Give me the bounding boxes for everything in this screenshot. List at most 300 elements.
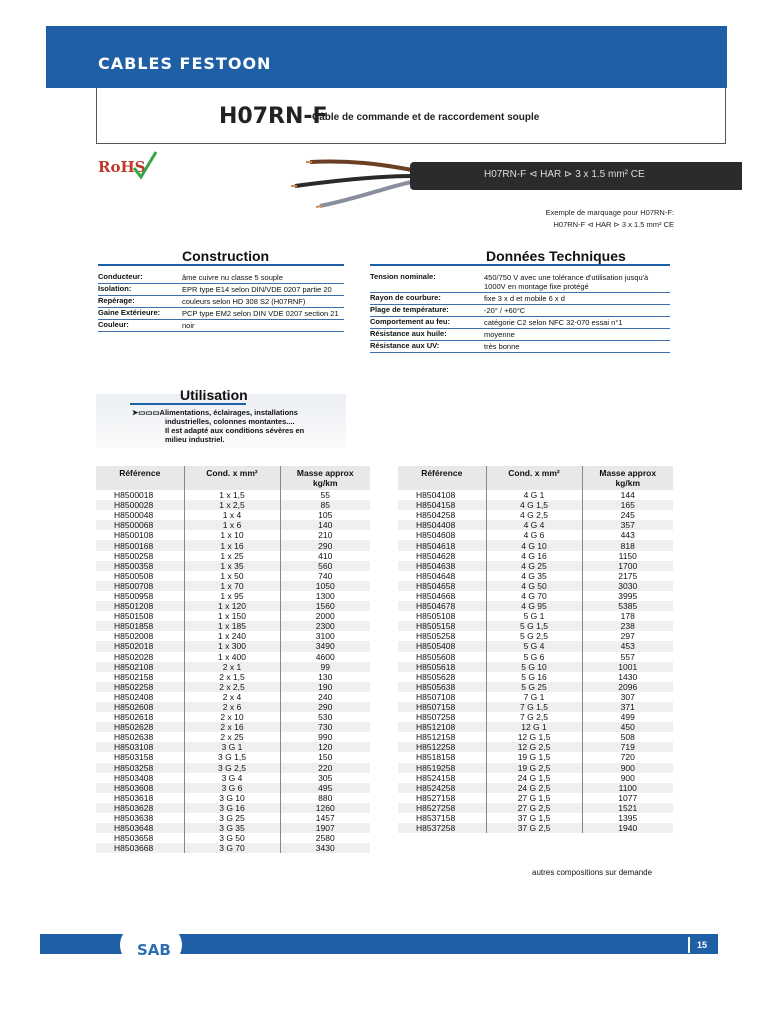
cell-reference: H8502028	[114, 651, 154, 662]
table-row	[96, 833, 370, 843]
cell-reference: H8504628	[416, 550, 456, 561]
cell-mass: 557	[582, 652, 673, 662]
cell-reference: H8500068	[96, 520, 184, 530]
cell-mass: 165	[582, 500, 673, 510]
table-row	[96, 773, 370, 783]
cell-conductors: 5 G 10	[486, 662, 582, 672]
donnees-value: très bonne	[484, 342, 520, 351]
cell-reference: H8505638	[398, 682, 486, 692]
reference-table-left	[96, 466, 370, 853]
construction-key: Repérage:	[98, 296, 135, 305]
cell-mass: 1077	[582, 793, 673, 803]
cell-mass: 357	[582, 520, 673, 530]
table-row	[96, 742, 370, 752]
table-row	[96, 591, 370, 601]
table-row	[96, 783, 370, 793]
table-row	[96, 530, 370, 540]
cell-mass: 1521	[582, 803, 673, 813]
table-row	[96, 490, 370, 500]
cell-conductors: 3 G 1,5	[184, 752, 280, 762]
table-row	[398, 803, 673, 813]
page-number: 15	[688, 937, 714, 953]
cell-mass: 450	[582, 722, 673, 732]
cell-conductors: 5 G 6	[486, 652, 582, 662]
cell-conductors: 3 G 1	[184, 742, 280, 752]
cell-reference: H8502408	[114, 691, 154, 702]
table-row	[398, 601, 673, 611]
table-row	[96, 712, 370, 722]
cell-reference: H8504638	[398, 561, 486, 571]
construction-key: Gaine Extérieure:	[98, 308, 161, 317]
table-row	[398, 611, 673, 621]
cell-reference: H8512258	[398, 742, 486, 752]
cell-reference: H8507258	[416, 712, 456, 723]
cell-mass: 1050	[280, 581, 370, 591]
cell-conductors: 5 G 2,5	[486, 631, 582, 641]
table-row	[96, 601, 370, 611]
cell-reference: H8537158	[416, 813, 456, 824]
table-row	[398, 763, 673, 773]
cell-conductors: 4 G 1	[486, 490, 582, 500]
cell-mass: 1907	[280, 823, 370, 833]
construction-key: Couleur:	[98, 320, 129, 329]
donnees-row	[370, 272, 670, 293]
donnees-key: Plage de température:	[370, 305, 449, 314]
cell-conductors: 3 G 4	[184, 773, 280, 783]
donnees-value: -20° / +60°C	[484, 306, 526, 315]
marking-example	[546, 207, 674, 231]
cell-conductors: 1 x 6	[184, 520, 280, 530]
cable-image	[290, 150, 742, 220]
cell-conductors: 24 G 2,5	[486, 783, 582, 793]
cell-conductors: 2 x 4	[184, 692, 280, 702]
cell-mass: 1001	[582, 662, 673, 672]
donnees-underline	[370, 264, 670, 266]
cell-conductors: 1 x 2,5	[184, 500, 280, 510]
table-row	[398, 823, 673, 833]
cell-conductors: 3 G 35	[184, 823, 280, 833]
marking-example-line: Exemple de marquage pour H07RN-F:	[545, 208, 674, 217]
header-mass	[280, 466, 370, 490]
marking-example-line: H07RN-F ⊲ HAR ⊳ 3 x 1.5 mm² CE	[553, 220, 674, 229]
cell-conductors: 24 G 1,5	[486, 773, 582, 783]
cell-reference: H8503628	[96, 803, 184, 813]
cell-mass: 178	[582, 611, 673, 621]
table-row	[96, 702, 370, 712]
cell-conductors: 27 G 2,5	[486, 803, 582, 813]
sab-logo	[120, 920, 182, 970]
utilisation-line: industrielles, colonnes montantes....	[165, 417, 295, 426]
cell-conductors: 4 G 1,5	[486, 500, 582, 510]
table-row	[398, 631, 673, 641]
cell-reference: H8505258	[416, 631, 456, 642]
cell-reference: H8502608	[96, 702, 184, 712]
donnees-row	[370, 341, 670, 353]
cell-reference: H8503638	[114, 813, 154, 824]
table-row	[96, 551, 370, 561]
cell-conductors: 1 x 240	[184, 631, 280, 641]
cell-mass: 307	[582, 692, 673, 702]
cell-mass: 495	[280, 783, 370, 793]
cell-mass: 290	[280, 702, 370, 712]
product-description: Câble de commande et de raccordement souple	[312, 112, 540, 123]
cell-conductors: 2 x 1,5	[184, 672, 280, 682]
cell-conductors: 1 x 10	[184, 530, 280, 540]
cell-mass: 3030	[582, 581, 673, 591]
cell-conductors: 4 G 35	[486, 571, 582, 581]
table-row	[96, 581, 370, 591]
table-row	[96, 722, 370, 732]
table-row	[96, 662, 370, 672]
donnees-key: Résistance aux huile:	[370, 329, 447, 338]
cell-mass: 1560	[280, 601, 370, 611]
cell-conductors: 2 x 16	[184, 722, 280, 732]
check-icon	[132, 150, 158, 180]
construction-value: noir	[182, 321, 195, 330]
cell-reference: H8504678	[398, 601, 486, 611]
cell-mass: 2580	[280, 833, 370, 843]
table-row	[398, 712, 673, 722]
cell-reference: H8503408	[114, 772, 154, 783]
cell-conductors: 1 x 300	[184, 641, 280, 651]
cell-reference: H8504608	[416, 530, 456, 541]
cell-mass: 720	[582, 752, 673, 762]
header-mass-label: Masse approx	[599, 468, 657, 478]
table-row	[96, 763, 370, 773]
cell-mass: 105	[280, 510, 370, 520]
table-row	[398, 813, 673, 823]
donnees-value: catégorie C2 selon NFC 32-070 essai n°1	[484, 318, 623, 327]
cell-mass: 900	[582, 773, 673, 783]
cell-conductors: 12 G 2,5	[486, 742, 582, 752]
table-header	[398, 466, 673, 490]
cell-conductors: 3 G 50	[184, 833, 280, 843]
table-row	[398, 773, 673, 783]
cell-conductors: 1 x 16	[184, 540, 280, 550]
cell-mass: 4600	[280, 652, 370, 662]
table-row	[398, 500, 673, 510]
cell-conductors: 1 x 70	[184, 581, 280, 591]
cell-conductors: 27 G 1,5	[486, 793, 582, 803]
cell-mass: 290	[280, 540, 370, 550]
table-row	[96, 611, 370, 621]
cell-mass: 305	[280, 773, 370, 783]
cell-mass: 453	[582, 641, 673, 651]
table-row	[96, 843, 370, 853]
cell-mass: 130	[280, 672, 370, 682]
table-row	[398, 722, 673, 732]
cell-conductors: 1 x 95	[184, 591, 280, 601]
table-row	[96, 540, 370, 550]
table-row	[398, 520, 673, 530]
construction-row	[98, 272, 344, 284]
cell-reference: H8504618	[398, 540, 486, 550]
cell-conductors: 37 G 1,5	[486, 813, 582, 823]
cell-reference: H8500258	[114, 550, 154, 561]
cell-mass: 1430	[582, 672, 673, 682]
cell-conductors: 1 x 25	[184, 551, 280, 561]
donnees-key: Rayon de courbure:	[370, 293, 441, 302]
cell-mass: 144	[582, 490, 673, 500]
cell-reference: H8505618	[398, 662, 486, 672]
table-row	[96, 752, 370, 762]
donnees-row	[370, 317, 670, 329]
cell-mass: 1395	[582, 813, 673, 823]
construction-row	[98, 284, 344, 296]
cell-reference: H8504658	[398, 581, 486, 591]
page-title: CABLES FESTOON	[98, 54, 272, 73]
cell-conductors: 1 x 185	[184, 621, 280, 631]
cell-mass: 1150	[582, 551, 673, 561]
donnees-value: moyenne	[484, 330, 515, 339]
cell-mass: 900	[582, 763, 673, 773]
table-row	[96, 621, 370, 631]
cell-conductors: 7 G 1	[486, 692, 582, 702]
cell-mass: 990	[280, 732, 370, 742]
cell-reference: H8502108	[96, 662, 184, 672]
product-box	[96, 88, 726, 144]
cell-reference: H8502258	[96, 682, 184, 692]
utilisation-line: milieu industriel.	[165, 435, 225, 444]
header-mass-label: Masse approx	[296, 468, 354, 478]
utilisation-text	[132, 408, 342, 444]
cell-conductors: 4 G 16	[486, 551, 582, 561]
table-row	[96, 732, 370, 742]
donnees-table	[370, 272, 670, 353]
table-row	[96, 500, 370, 510]
cell-conductors: 3 G 6	[184, 783, 280, 793]
cell-reference: H8502638	[114, 732, 154, 743]
cell-reference: H8500048	[114, 510, 154, 521]
cell-reference: H8527158	[416, 792, 456, 803]
cell-mass: 410	[280, 551, 370, 561]
cell-reference: H8504668	[416, 590, 456, 601]
cell-mass: 3995	[582, 591, 673, 601]
cell-reference: H8503158	[114, 752, 154, 763]
cell-mass: 297	[582, 631, 673, 641]
cell-mass: 240	[280, 692, 370, 702]
header-reference: Référence	[398, 466, 486, 490]
cell-reference: H8505408	[398, 641, 486, 651]
reference-table-right	[398, 466, 673, 833]
product-code: H07RN-F	[219, 104, 328, 129]
donnees-key: Résistance aux UV:	[370, 341, 440, 350]
cell-mass: 220	[280, 763, 370, 773]
cell-reference: H8512158	[416, 732, 456, 743]
cell-conductors: 1 x 4	[184, 510, 280, 520]
cell-reference: H8501208	[96, 601, 184, 611]
cell-conductors: 5 G 4	[486, 641, 582, 651]
table-row	[398, 732, 673, 742]
cell-reference: H8507108	[416, 691, 456, 702]
table-row	[398, 783, 673, 793]
cell-reference: H8505158	[398, 621, 486, 631]
cell-reference: H8500708	[96, 581, 184, 591]
utilisation-line: ➤▭▭▭Alimentations, éclairages, installations	[132, 408, 298, 417]
cell-reference: H8502618	[114, 712, 154, 723]
cell-mass: 2175	[582, 571, 673, 581]
table-row	[398, 510, 673, 520]
cell-mass: 5385	[582, 601, 673, 611]
table-row	[398, 752, 673, 762]
table-row	[398, 652, 673, 662]
table-header	[96, 466, 370, 490]
cell-mass: 1940	[582, 823, 673, 833]
construction-row	[98, 308, 344, 320]
cell-mass: 719	[582, 742, 673, 752]
cell-mass: 245	[582, 510, 673, 520]
cell-conductors: 1 x 150	[184, 611, 280, 621]
construction-value: couleurs selon HD 308 S2 (H07RNF)	[182, 297, 306, 306]
table-row	[398, 540, 673, 550]
cell-mass: 3490	[280, 641, 370, 651]
cell-mass: 99	[280, 662, 370, 672]
cell-conductors: 3 G 25	[184, 813, 280, 823]
cell-reference: H8501858	[96, 621, 184, 631]
table-row	[96, 561, 370, 571]
cell-conductors: 2 x 2,5	[184, 682, 280, 692]
cell-reference: H8500508	[114, 570, 154, 581]
sab-logo-text: SAB	[137, 941, 171, 959]
construction-title: Construction	[182, 248, 270, 264]
table-row	[96, 813, 370, 823]
cell-conductors: 3 G 16	[184, 803, 280, 813]
construction-key: Conducteur:	[98, 272, 143, 281]
cell-conductors: 2 x 25	[184, 732, 280, 742]
cell-mass: 499	[582, 712, 673, 722]
cell-reference: H8500168	[96, 540, 184, 550]
cell-conductors: 3 G 10	[184, 793, 280, 803]
cell-conductors: 4 G 50	[486, 581, 582, 591]
cell-reference: H8505108	[416, 611, 456, 622]
cell-reference: H8502018	[96, 641, 184, 651]
cell-mass: 1100	[582, 783, 673, 793]
cell-conductors: 4 G 2,5	[486, 510, 582, 520]
cell-mass: 508	[582, 732, 673, 742]
table-row	[398, 581, 673, 591]
cell-conductors: 37 G 2,5	[486, 823, 582, 833]
cell-mass: 1300	[280, 591, 370, 601]
table-row	[398, 551, 673, 561]
cell-mass: 238	[582, 621, 673, 631]
table-row	[96, 692, 370, 702]
cell-conductors: 3 G 70	[184, 843, 280, 853]
table-row	[398, 742, 673, 752]
cell-reference: H8502628	[96, 722, 184, 732]
construction-value: âme cuivre nu classe 5 souple	[182, 273, 283, 282]
donnees-row	[370, 293, 670, 305]
table-row	[96, 641, 370, 651]
cell-reference: H8500018	[114, 490, 154, 501]
header-banner	[46, 26, 727, 88]
cell-mass: 210	[280, 530, 370, 540]
table-row	[398, 530, 673, 540]
cell-mass: 880	[280, 793, 370, 803]
cell-conductors: 19 G 2,5	[486, 763, 582, 773]
header-mass-unit: kg/km	[312, 478, 338, 488]
header-reference: Référence	[96, 466, 184, 490]
cell-conductors: 1 x 400	[184, 652, 280, 662]
cell-reference: H8501508	[114, 611, 154, 622]
cell-conductors: 12 G 1,5	[486, 732, 582, 742]
cell-reference: H8502158	[114, 671, 154, 682]
table-row	[398, 641, 673, 651]
cell-reference: H8503608	[96, 783, 184, 793]
table-row	[398, 793, 673, 803]
header-conductors: Cond. x mm²	[184, 466, 280, 490]
header-conductors: Cond. x mm²	[486, 466, 582, 490]
cell-reference: H8500028	[96, 500, 184, 510]
cell-reference: H8512108	[398, 722, 486, 732]
cell-conductors: 2 x 6	[184, 702, 280, 712]
utilisation-underline	[130, 403, 246, 405]
cell-mass: 85	[280, 500, 370, 510]
table-row	[96, 510, 370, 520]
cell-conductors: 2 x 10	[184, 712, 280, 722]
construction-underline	[98, 264, 344, 266]
cell-reference: H8524258	[398, 783, 486, 793]
cell-conductors: 5 G 1,5	[486, 621, 582, 631]
cell-conductors: 4 G 25	[486, 561, 582, 571]
table-row	[96, 672, 370, 682]
construction-row	[98, 296, 344, 308]
cell-conductors: 4 G 6	[486, 530, 582, 540]
cell-reference: H8503618	[114, 792, 154, 803]
cell-reference: H8505628	[416, 671, 456, 682]
cell-conductors: 7 G 1,5	[486, 702, 582, 712]
cell-conductors: 5 G 1	[486, 611, 582, 621]
cell-reference: H8504408	[398, 520, 486, 530]
cell-mass: 443	[582, 530, 673, 540]
table-row	[398, 571, 673, 581]
cell-mass: 55	[280, 490, 370, 500]
cell-mass: 2000	[280, 611, 370, 621]
cell-reference: H8504108	[416, 490, 456, 501]
table-row	[398, 662, 673, 672]
cell-reference: H8500108	[114, 530, 154, 541]
construction-value: EPR type E14 selon DIN/VDE 0207 partie 20	[182, 285, 332, 294]
table-row	[96, 803, 370, 813]
cell-reference: H8503668	[96, 843, 184, 853]
cell-conductors: 4 G 10	[486, 540, 582, 550]
cell-conductors: 1 x 120	[184, 601, 280, 611]
cell-conductors: 4 G 70	[486, 591, 582, 601]
cell-mass: 120	[280, 742, 370, 752]
cell-reference: H8518158	[416, 752, 456, 763]
cell-conductors: 1 x 35	[184, 561, 280, 571]
cell-reference: H8503108	[96, 742, 184, 752]
cell-reference: H8502008	[114, 631, 154, 642]
cell-mass: 1457	[280, 813, 370, 823]
table-row	[398, 672, 673, 682]
table-row	[398, 702, 673, 712]
cell-reference: H8507158	[398, 702, 486, 712]
table-row	[398, 591, 673, 601]
cell-mass: 1260	[280, 803, 370, 813]
cell-conductors: 3 G 2,5	[184, 763, 280, 773]
cell-mass: 1700	[582, 561, 673, 571]
cell-reference: H8519258	[398, 763, 486, 773]
cell-mass: 3430	[280, 843, 370, 853]
cell-reference: H8500958	[114, 590, 154, 601]
table-row	[96, 823, 370, 833]
table-row	[398, 561, 673, 571]
cell-reference: H8505608	[416, 651, 456, 662]
table-row	[96, 631, 370, 641]
table-row	[96, 652, 370, 662]
table-row	[96, 793, 370, 803]
cell-reference: H8504158	[398, 500, 486, 510]
